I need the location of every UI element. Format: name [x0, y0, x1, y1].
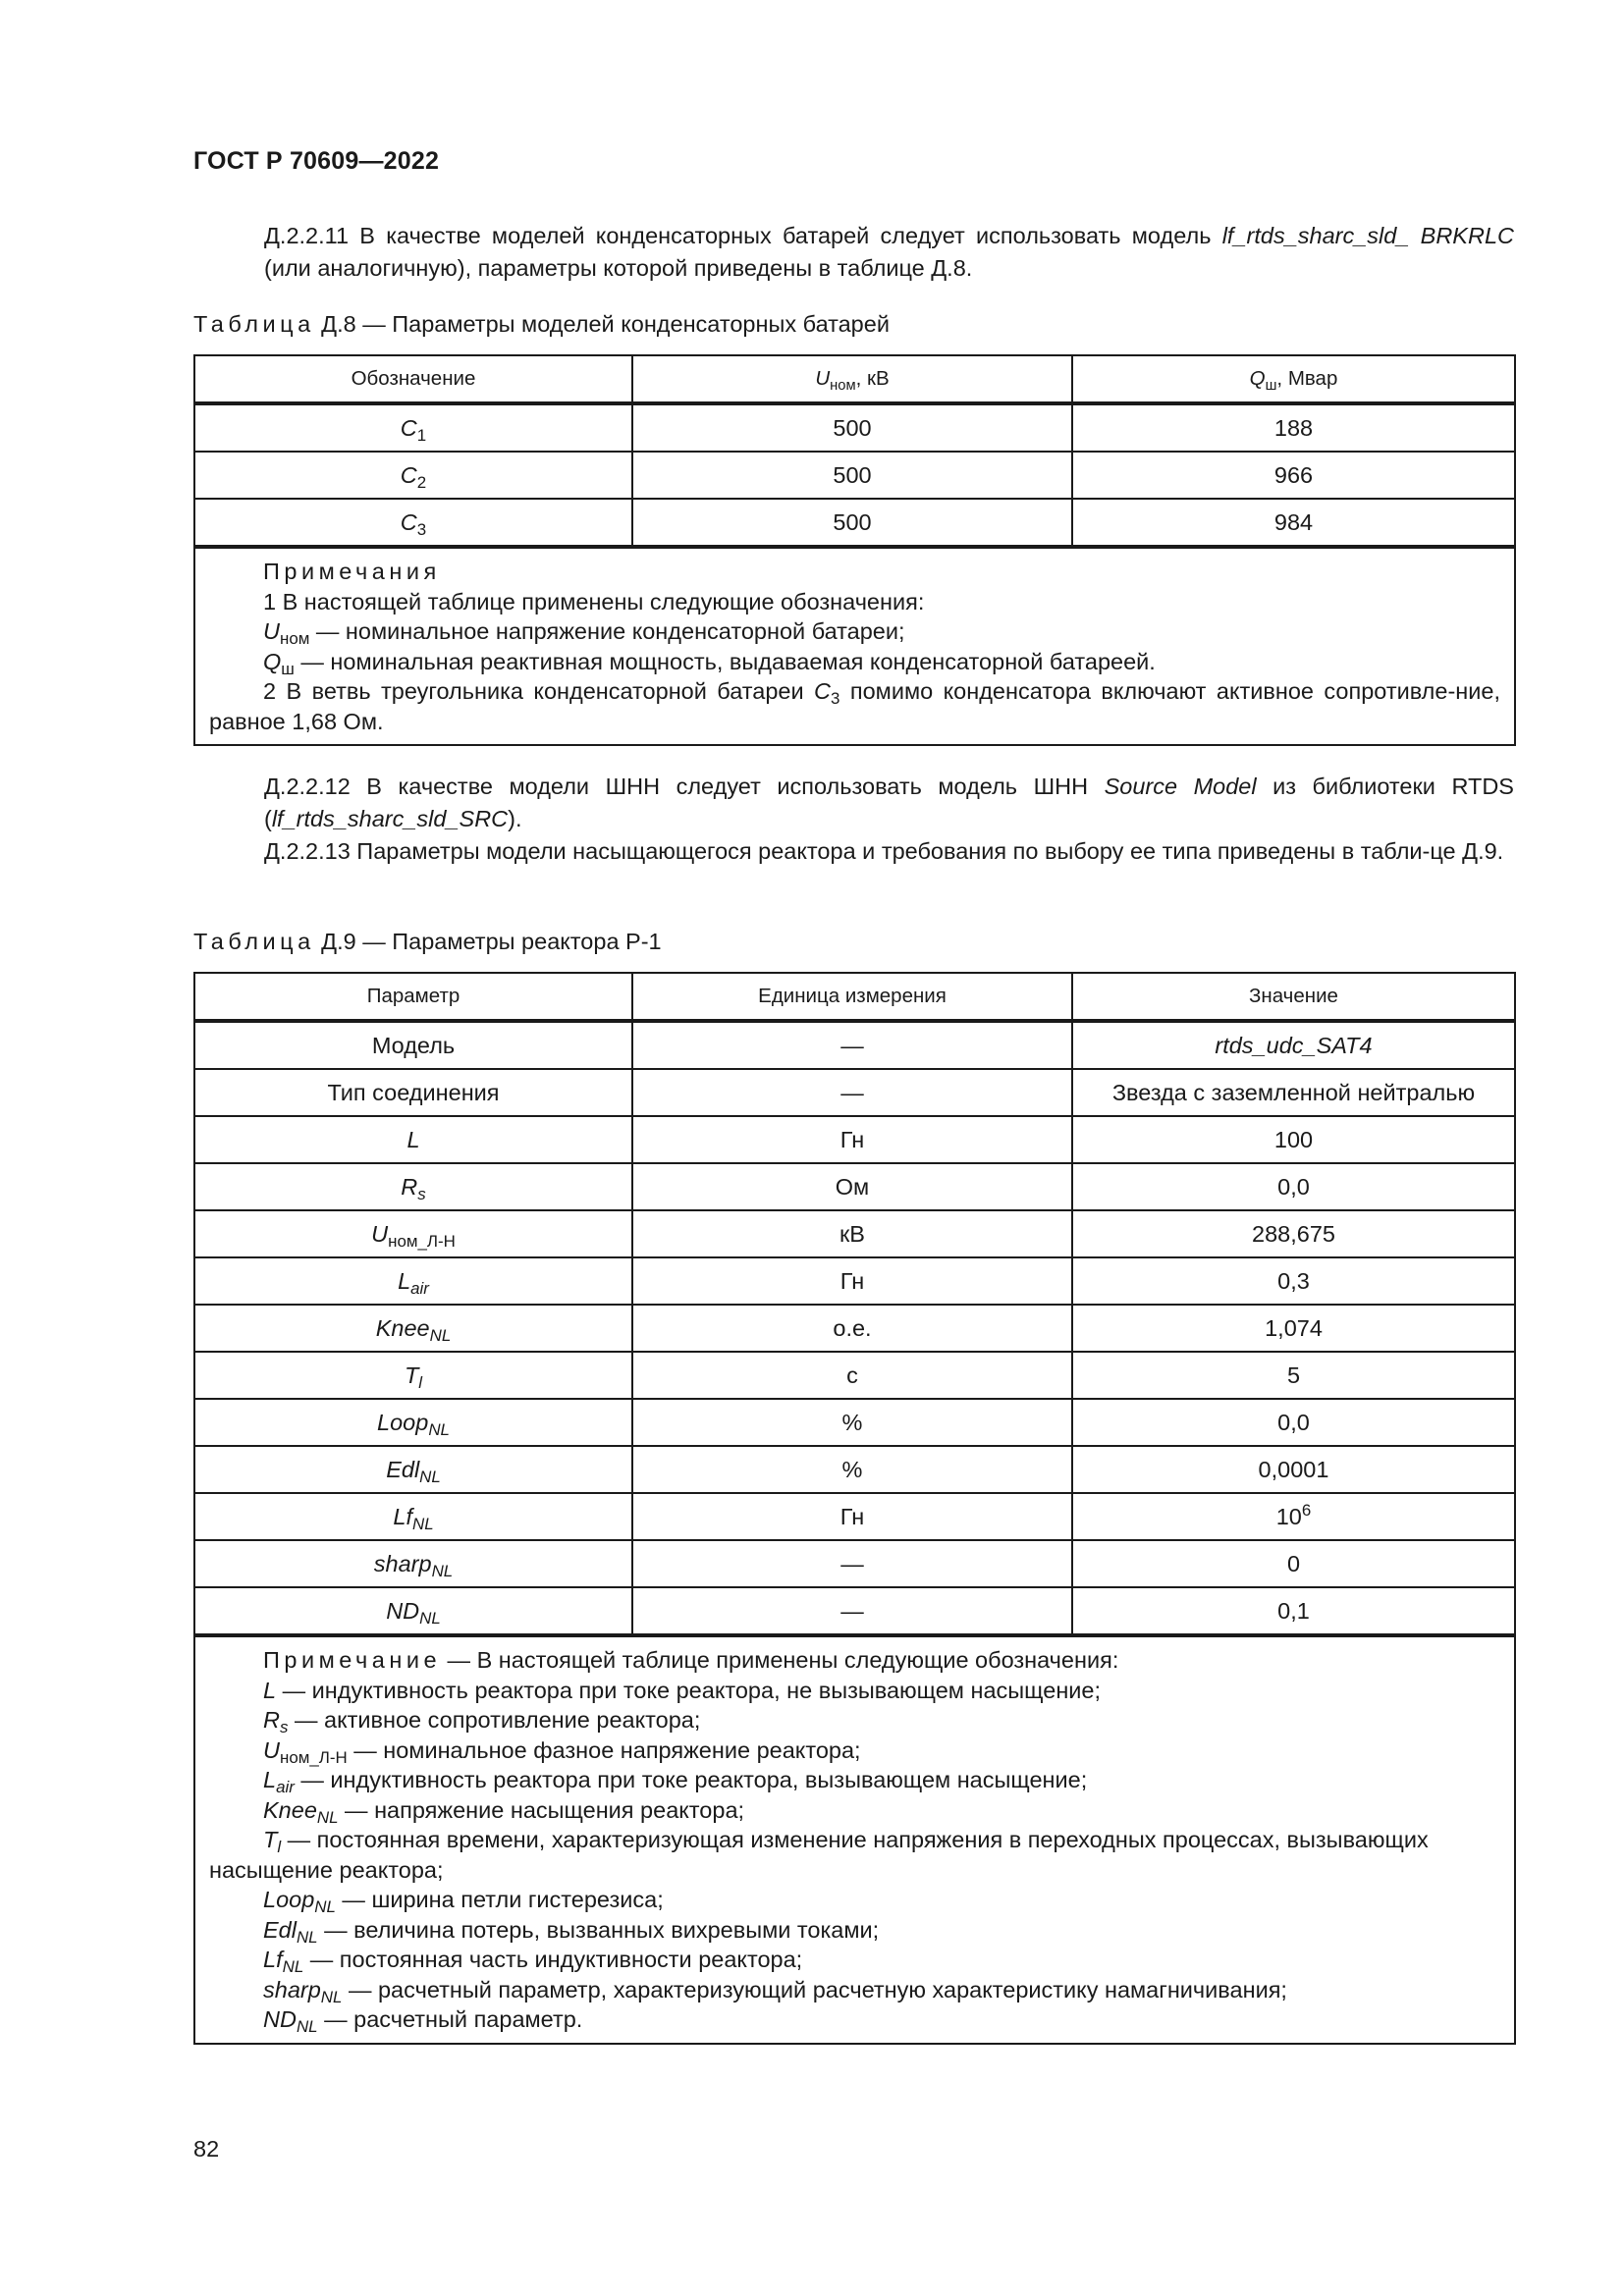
parameter-cell: $U_{ном\_Л-Н}$	[194, 1210, 632, 1257]
note-item: $ND_{NL}$ — расчетный параметр.	[263, 2006, 583, 2036]
unit-cell: Гн	[632, 1257, 1072, 1305]
voltage-cell: 500	[632, 499, 1072, 547]
note-item: $R_s$ — активное сопротивление реактора;	[263, 1707, 701, 1736]
table-row	[194, 1540, 1515, 1587]
library-name: lf_rtds_sharc_sld_SRC	[271, 806, 509, 831]
table-row	[194, 1352, 1515, 1399]
value-cell: rtds_udc_SAT4	[1072, 1021, 1515, 1069]
note-item: $U_{ном\_Л-Н}$ — номинальное фазное напряжение реактора;	[263, 1736, 861, 1767]
unit-cell: кВ	[632, 1210, 1072, 1257]
table-notes-row	[194, 1635, 1515, 2044]
note-item: Loop$_{NL}$ — ширина петли гистерезиса;	[263, 1887, 664, 1916]
value-cell: $10^6$	[1072, 1493, 1515, 1540]
power-cell: 966	[1072, 452, 1515, 499]
parameter-cell: $T_l$	[194, 1352, 632, 1399]
parameter-cell: $ND_{NL}$	[194, 1587, 632, 1635]
table-row	[194, 1587, 1515, 1635]
parameter-cell: $Lf_{NL}$	[194, 1493, 632, 1540]
table-row	[194, 1446, 1515, 1493]
note-item: Knee$_{NL}$ — напряжение насыщения реактора;	[263, 1796, 745, 1827]
paragraph-d2211	[193, 220, 1514, 285]
paragraph-d2213: Д.2.2.13 Параметры модели насыщающегося реактора и требования по выбору ее типа приведены в табли-це Д.9.	[264, 838, 1504, 864]
page-number: 82	[193, 2136, 220, 2162]
note-title-line: Примечание — В настоящей таблице применены следующие обозначения:	[263, 1647, 1119, 1673]
table-notes	[194, 547, 1515, 745]
parameter-cell: L	[194, 1116, 632, 1163]
table-header-row	[194, 973, 1515, 1021]
unit-cell: Ом	[632, 1163, 1072, 1210]
parameter-cell: Модель	[194, 1021, 632, 1069]
parameter-cell: $L_{air}$	[194, 1257, 632, 1305]
paragraph-text: (или аналогичную), параметры которой приведены в таблице Д.8.	[264, 255, 973, 281]
unit-cell: с	[632, 1352, 1072, 1399]
paragraph-text: Д.2.2.12 В качестве модели ШНН следует использовать модель ШНН	[264, 774, 1105, 799]
value-cell: 100	[1072, 1116, 1515, 1163]
note-item: $T_l$ — постоянная времени, характеризующая изменение напряжения в переходных процессах, вызывающих насыщение реактора;	[209, 1827, 1429, 1883]
value-cell: 1,074	[1072, 1305, 1515, 1352]
table-row	[194, 1305, 1515, 1352]
table-row	[194, 1210, 1515, 1257]
caption-text: Д.8 — Параметры моделей конденсаторных батарей	[314, 311, 890, 337]
notes-title: Примечания	[263, 559, 441, 584]
note-item: sharp$_{NL}$ — расчетный параметр, характеризующий расчетную характеристику намагничивания;	[263, 1976, 1287, 2006]
note-item: $Q_ш$ — номинальная реактивная мощность, выдаваемая конденсаторной батареей.	[263, 648, 1156, 678]
parameter-cell: sharp$_{NL}$	[194, 1540, 632, 1587]
note-item: 1 В настоящей таблице применены следующие обозначения:	[263, 588, 925, 614]
table-row	[194, 1493, 1515, 1540]
table-notes	[194, 1635, 1515, 2044]
table-row	[194, 1069, 1515, 1116]
value-cell: 0,0	[1072, 1163, 1515, 1210]
unit-cell: —	[632, 1021, 1072, 1069]
value-cell: 0,1	[1072, 1587, 1515, 1635]
table-row	[194, 403, 1515, 452]
value-cell: 5	[1072, 1352, 1515, 1399]
unit-cell: %	[632, 1399, 1072, 1446]
paragraph-text: ).	[508, 806, 522, 831]
model-name: lf_rtds_sharc_sld_ BRKRLC	[1221, 223, 1514, 248]
caption-prefix: Таблица	[193, 929, 315, 954]
value-cell: 0,0001	[1072, 1446, 1515, 1493]
unit-cell: %	[632, 1446, 1072, 1493]
parameter-cell: $R_s$	[194, 1163, 632, 1210]
table8	[193, 354, 1516, 746]
table9-caption	[193, 926, 662, 958]
model-name: Source Model	[1104, 774, 1257, 799]
header-cell: Параметр	[194, 973, 632, 1021]
unit-cell: Гн	[632, 1493, 1072, 1540]
unit-cell: —	[632, 1540, 1072, 1587]
symbol-cell: $C_3$	[194, 499, 632, 547]
header-cell: $U_{ном}$, кВ	[632, 355, 1072, 403]
unit-cell: о.е.	[632, 1305, 1072, 1352]
note-item: L — индуктивность реактора при токе реактора, не вызывающем насыщение;	[263, 1677, 1102, 1703]
table-row	[194, 499, 1515, 547]
note-item: 2 В ветвь треугольника конденсаторной батареи $C_3$ помимо конденсатора включают активное сопротивле-ние, равное 1,68 Ом.	[209, 678, 1500, 734]
table-header-row	[194, 355, 1515, 403]
table9	[193, 972, 1516, 2045]
unit-cell: —	[632, 1587, 1072, 1635]
note-item: Edl$_{NL}$ — величина потерь, вызванных вихревыми токами;	[263, 1916, 880, 1947]
unit-cell: Гн	[632, 1116, 1072, 1163]
power-cell: 984	[1072, 499, 1515, 547]
value-cell: 0,3	[1072, 1257, 1515, 1305]
header-cell: $Q_ш$, Мвар	[1072, 355, 1515, 403]
note-item: $Lf_{NL}$ — постоянная часть индуктивности реактора;	[263, 1947, 803, 1976]
paragraph-d2212	[193, 771, 1514, 868]
paragraph-text: из библиотеки RTDS (	[264, 774, 1514, 831]
header-cell: Единица измерения	[632, 973, 1072, 1021]
paragraph-text: Д.2.2.11 В качестве моделей конденсаторных батарей следует использовать модель	[264, 223, 1222, 248]
table-row	[194, 1257, 1515, 1305]
parameter-cell: Loop$_{NL}$	[194, 1399, 632, 1446]
voltage-cell: 500	[632, 452, 1072, 499]
symbol-cell: $C_2$	[194, 452, 632, 499]
power-cell: 188	[1072, 403, 1515, 452]
table8-caption	[193, 308, 890, 341]
unit-cell: —	[632, 1069, 1072, 1116]
table-row	[194, 1399, 1515, 1446]
value-cell: Звезда с заземленной нейтралью	[1072, 1069, 1515, 1116]
note-item: $U_{ном}$ — номинальное напряжение конденсаторной батареи;	[263, 618, 905, 648]
parameter-cell: Тип соединения	[194, 1069, 632, 1116]
value-cell: 0,0	[1072, 1399, 1515, 1446]
table-row	[194, 452, 1515, 499]
value-cell: 288,675	[1072, 1210, 1515, 1257]
symbol-cell: $C_1$	[194, 403, 632, 452]
header-cell: Обозначение	[194, 355, 632, 403]
caption-prefix: Таблица	[193, 311, 315, 337]
header-cell: Значение	[1072, 973, 1515, 1021]
parameter-cell: Knee$_{NL}$	[194, 1305, 632, 1352]
table-row	[194, 1163, 1515, 1210]
table-notes-row	[194, 547, 1515, 745]
value-cell: 0	[1072, 1540, 1515, 1587]
parameter-cell: Edl$_{NL}$	[194, 1446, 632, 1493]
table-row	[194, 1021, 1515, 1069]
voltage-cell: 500	[632, 403, 1072, 452]
caption-text: Д.9 — Параметры реактора Р-1	[314, 929, 662, 954]
table9-body	[194, 1021, 1515, 1635]
standard-header: ГОСТ Р 70609—2022	[193, 147, 440, 175]
note-item: $L_{air}$ — индуктивность реактора при токе реактора, вызывающем насыщение;	[263, 1767, 1088, 1796]
table-row	[194, 1116, 1515, 1163]
